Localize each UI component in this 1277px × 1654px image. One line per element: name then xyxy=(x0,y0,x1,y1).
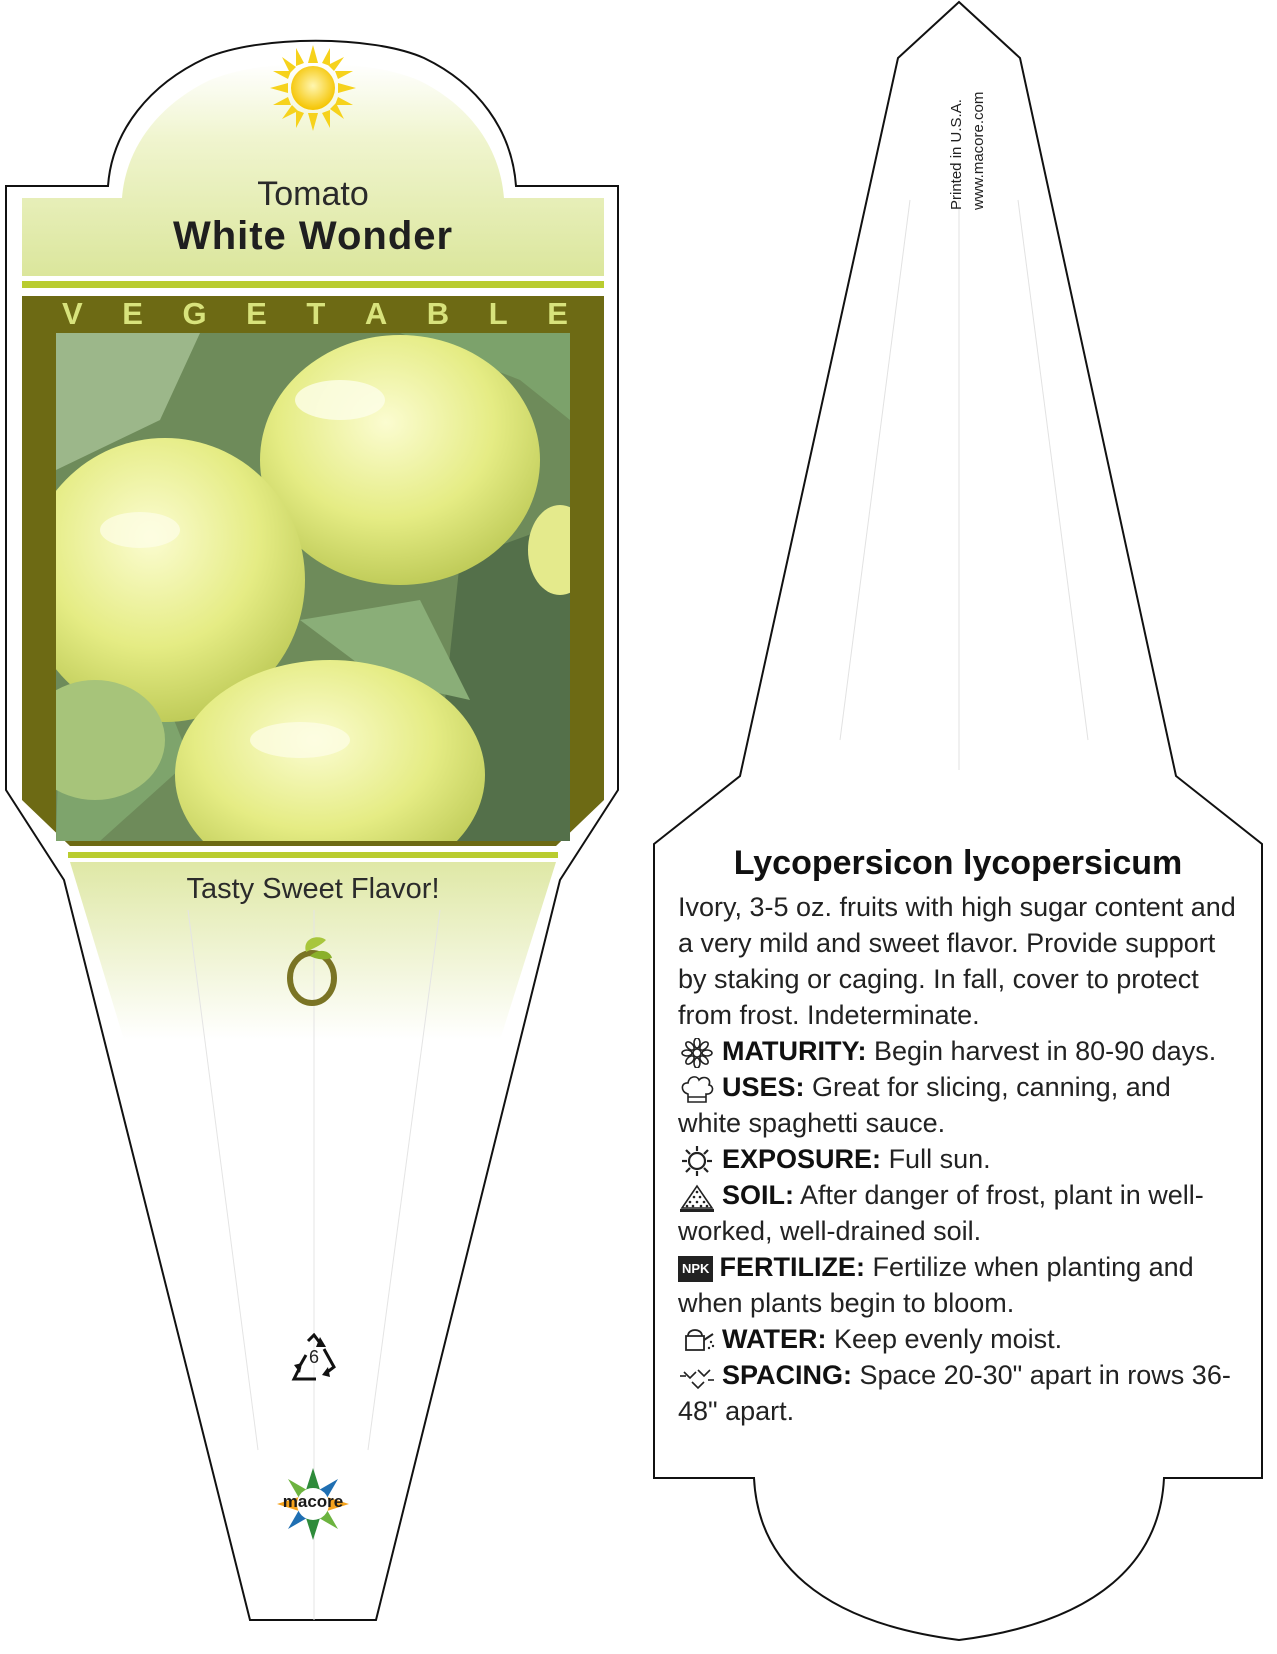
annual-seed-icon xyxy=(284,932,340,1006)
chef-hat-icon xyxy=(678,1074,716,1104)
category-letter: T xyxy=(306,296,326,331)
detail-spacing xyxy=(678,1357,1238,1429)
detail-label: SPACING: xyxy=(722,1360,853,1390)
category-letter: E xyxy=(122,296,143,331)
detail-water xyxy=(678,1321,1238,1357)
detail-text: Fertilize when planting and when plants begin to bloom. xyxy=(678,1252,1194,1318)
detail-text: Space 20-30" apart in rows 36-48" apart. xyxy=(678,1360,1231,1426)
detail-label: WATER: xyxy=(722,1324,827,1354)
detail-text: Great for slicing, canning, and white spaghetti sauce. xyxy=(678,1072,1171,1138)
detail-fertilize xyxy=(678,1249,1238,1321)
tagline: Tasty Sweet Flavor! xyxy=(186,873,440,905)
recycle-number: 6 xyxy=(308,1347,319,1367)
flower-icon xyxy=(678,1038,716,1068)
category-letter: L xyxy=(488,296,508,331)
sun-icon xyxy=(270,45,356,131)
detail-maturity xyxy=(678,1033,1238,1069)
sun-outline-icon xyxy=(678,1146,716,1176)
detail-exposure xyxy=(678,1141,1238,1177)
detail-label: MATURITY: xyxy=(722,1036,867,1066)
detail-text: Keep evenly moist. xyxy=(834,1324,1063,1354)
detail-text: Full sun. xyxy=(888,1144,991,1174)
npk-icon: NPK xyxy=(678,1256,713,1282)
watering-can-icon xyxy=(678,1326,716,1356)
category-letter: A xyxy=(364,296,388,331)
detail-label: SOIL: xyxy=(722,1180,794,1210)
detail-uses xyxy=(678,1069,1238,1141)
category-letter: E xyxy=(547,296,568,331)
detail-text: Begin harvest in 80-90 days. xyxy=(873,1036,1217,1066)
printed-country: Printed in U.S.A. xyxy=(948,99,965,210)
category-letter: B xyxy=(426,296,450,331)
brand-name: macore xyxy=(282,1492,344,1511)
description: Ivory, 3-5 oz. fruits with high sugar content and a very mild and sweet flavor. Provide support by staking or caging. In fall, cover to protect from frost. Indeterminate. xyxy=(678,892,1236,1030)
detail-soil xyxy=(678,1177,1238,1249)
detail-text: After danger of frost, plant in well-worked, well-drained soil. xyxy=(678,1180,1204,1246)
variety-name: White Wonder xyxy=(172,214,454,258)
spacing-icon xyxy=(678,1362,716,1392)
plant-name: Tomato xyxy=(257,175,369,213)
category-letter: E xyxy=(246,296,267,331)
detail-label: EXPOSURE: xyxy=(722,1144,882,1174)
botanical-name: Lycopersicon lycopersicum xyxy=(733,844,1183,882)
website: www.macore.com xyxy=(970,91,987,210)
detail-label: FERTILIZE: xyxy=(719,1252,865,1282)
care-info xyxy=(678,844,1238,1429)
detail-label: USES: xyxy=(722,1072,805,1102)
soil-icon xyxy=(678,1182,716,1212)
printed-info xyxy=(946,92,990,210)
category-label xyxy=(22,296,604,332)
category-letter: G xyxy=(182,296,207,331)
category-letter: V xyxy=(62,296,83,331)
